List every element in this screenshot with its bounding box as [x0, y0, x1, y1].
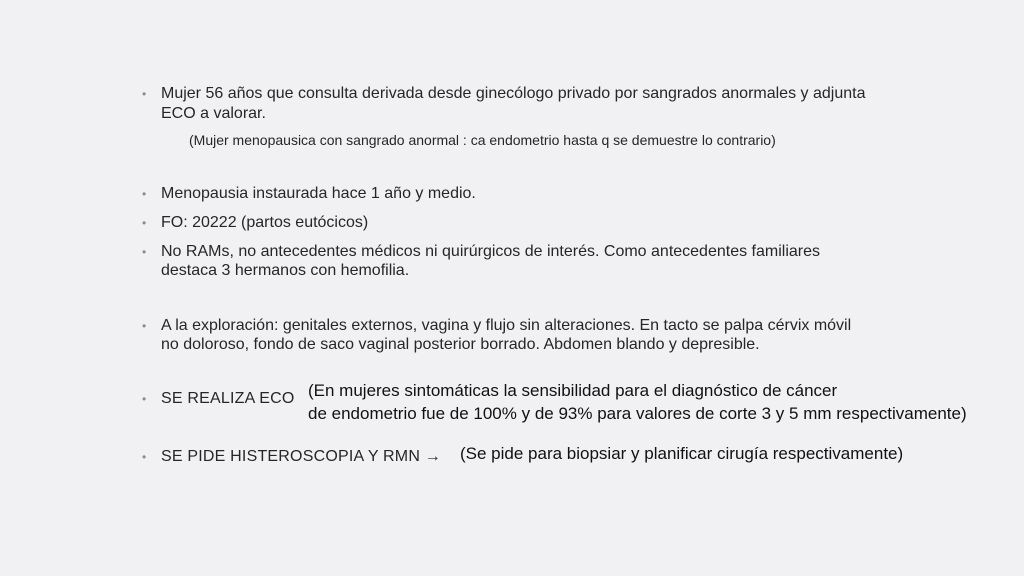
- eco-note-line-1: (En mujeres sintomáticas la sensibilidad para el diagnóstico de cáncer: [308, 381, 838, 400]
- bullet-marker: •: [142, 87, 147, 101]
- histero-note: (Se pide para biopsiar y planificar cirugía respectivamente): [460, 444, 904, 463]
- history-line-1: No RAMs, no antecedentes médicos ni quirúrgicos de interés. Como antecedentes familiares: [161, 243, 820, 260]
- bullet-marker: •: [142, 216, 147, 230]
- eco-heading: SE REALIZA ECO: [161, 390, 295, 407]
- histero-heading: SE PIDE HISTEROSCOPIA Y RMN →: [161, 448, 441, 465]
- patient-note: (Mujer menopausica con sangrado anormal : ca endometrio hasta q se demuestre lo contrario): [189, 132, 776, 148]
- exploration-line-2: no doloroso, fondo de saco vaginal posterior borrado. Abdomen blando y depresible.: [161, 336, 760, 353]
- patient-line-2: ECO a valorar.: [161, 105, 266, 122]
- exploration-line-1: A la exploración: genitales externos, vagina y flujo sin alteraciones. En tacto se palpa cérvix móvil: [161, 317, 852, 334]
- fo-text: FO: 20222 (partos eutócicos): [161, 214, 369, 231]
- menopause-text: Menopausia instaurada hace 1 año y medio.: [161, 185, 476, 202]
- bullet-marker: •: [142, 450, 147, 464]
- bullet-marker: •: [142, 245, 147, 259]
- history-line-2: destaca 3 hermanos con hemofilia.: [161, 262, 410, 279]
- eco-note-line-2: de endometrio fue de 100% y de 93% para valores de corte 3 y 5 mm respectivamente): [308, 404, 967, 423]
- bullet-marker: •: [142, 187, 147, 201]
- patient-line-1: Mujer 56 años que consulta derivada desde ginecólogo privado por sangrados anormales y adjunta: [161, 85, 866, 102]
- bullet-marker: •: [142, 392, 147, 406]
- bullet-marker: •: [142, 319, 147, 333]
